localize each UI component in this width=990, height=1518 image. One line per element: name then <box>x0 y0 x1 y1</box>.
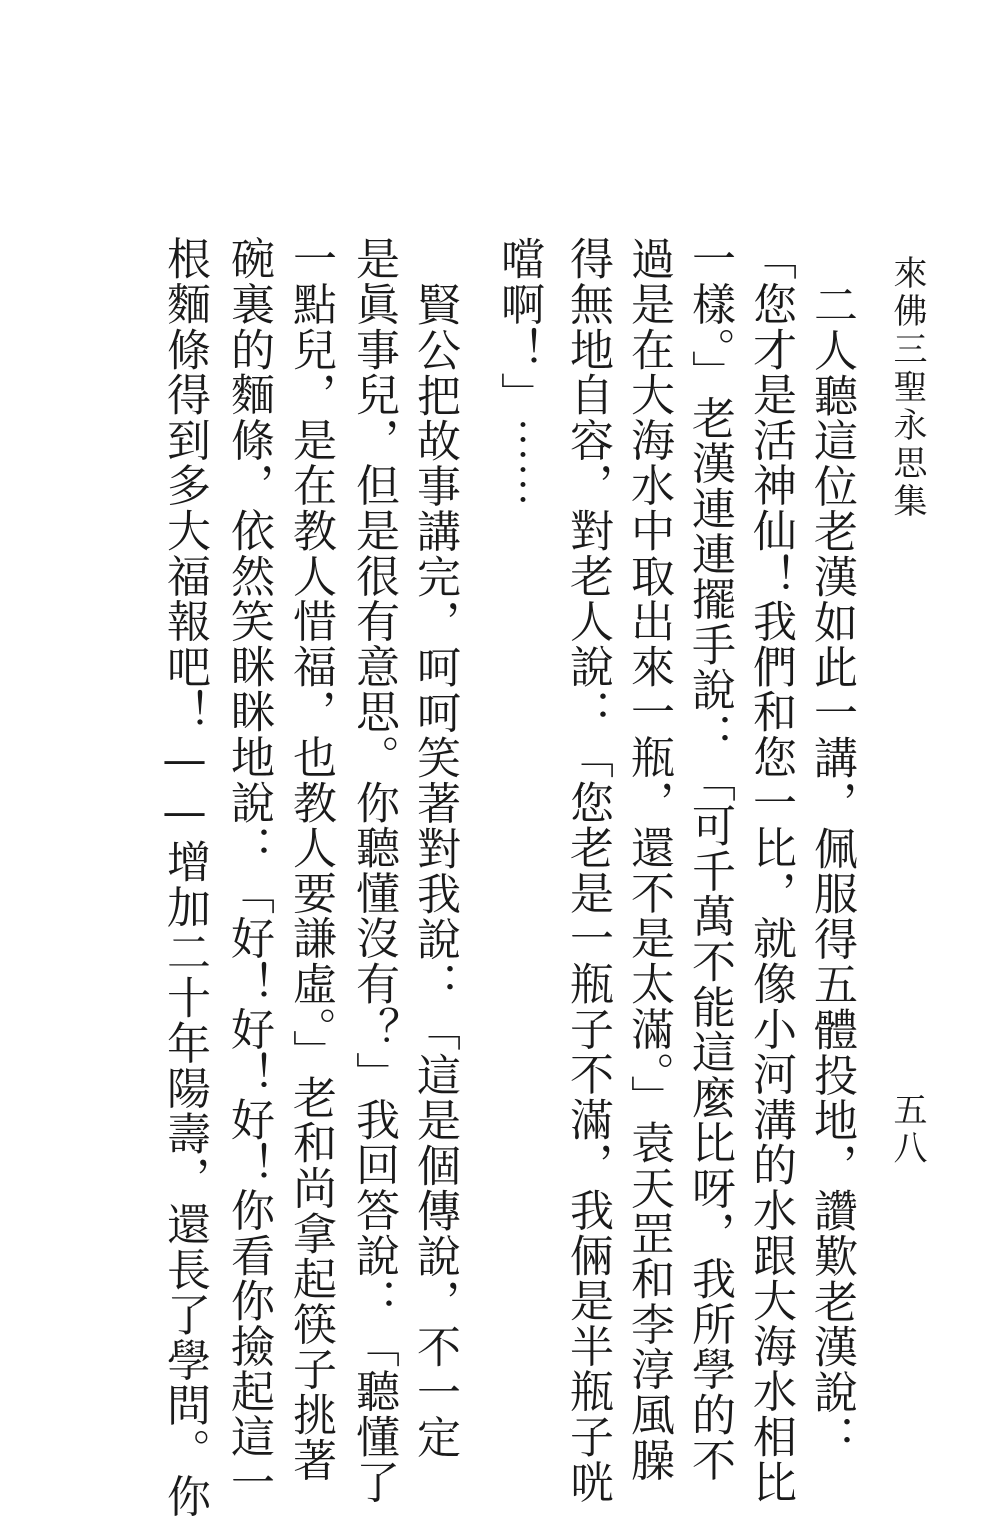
text-column-10: 碗裏的麵條，依然笑眯眯地說：「好！好！好！你看你撿起這一 <box>223 236 274 1505</box>
page-number: 五八 <box>887 1092 927 1168</box>
text-column-8: 是眞事兒，但是很有意思。你聽懂沒有？」我回答說：「聽懂了 <box>348 236 399 1505</box>
text-column-5: 得無地自容，對老人說：「您老是一瓶子不滿，我倆是半瓶子咣 <box>562 236 613 1505</box>
text-column-7: 賢公把故事講完，呵呵笑著對我說：「這是個傳說，不一定 <box>409 282 460 1460</box>
text-column-2: 「您才是活神仙！我們和您一比，就像小河溝的水跟大海水相比 <box>745 236 796 1505</box>
text-column-11: 根麵條得到多大福報吧！——增加二十年陽壽，還長了學問。你 <box>159 236 210 1518</box>
text-column-3: 一樣。」老漢連連擺手說：「可千萬不能這麼比呀，我所學的不 <box>684 236 735 1483</box>
text-column-1: 二人聽這位老漢如此一講，佩服得五體投地，讚歎老漢說： <box>806 282 857 1460</box>
text-column-9: 一點兒，是在教人惜福，也教人要謙虛。」老和尚拿起筷子挑著 <box>285 236 336 1483</box>
text-column-4: 過是在大海水中取出來一瓶，還不是太滿。」袁天罡和李淳風臊 <box>623 236 674 1483</box>
running-title: 來佛三聖永思集 <box>887 255 927 521</box>
text-column-6: 噹啊！」⋯⋯ <box>493 236 544 508</box>
